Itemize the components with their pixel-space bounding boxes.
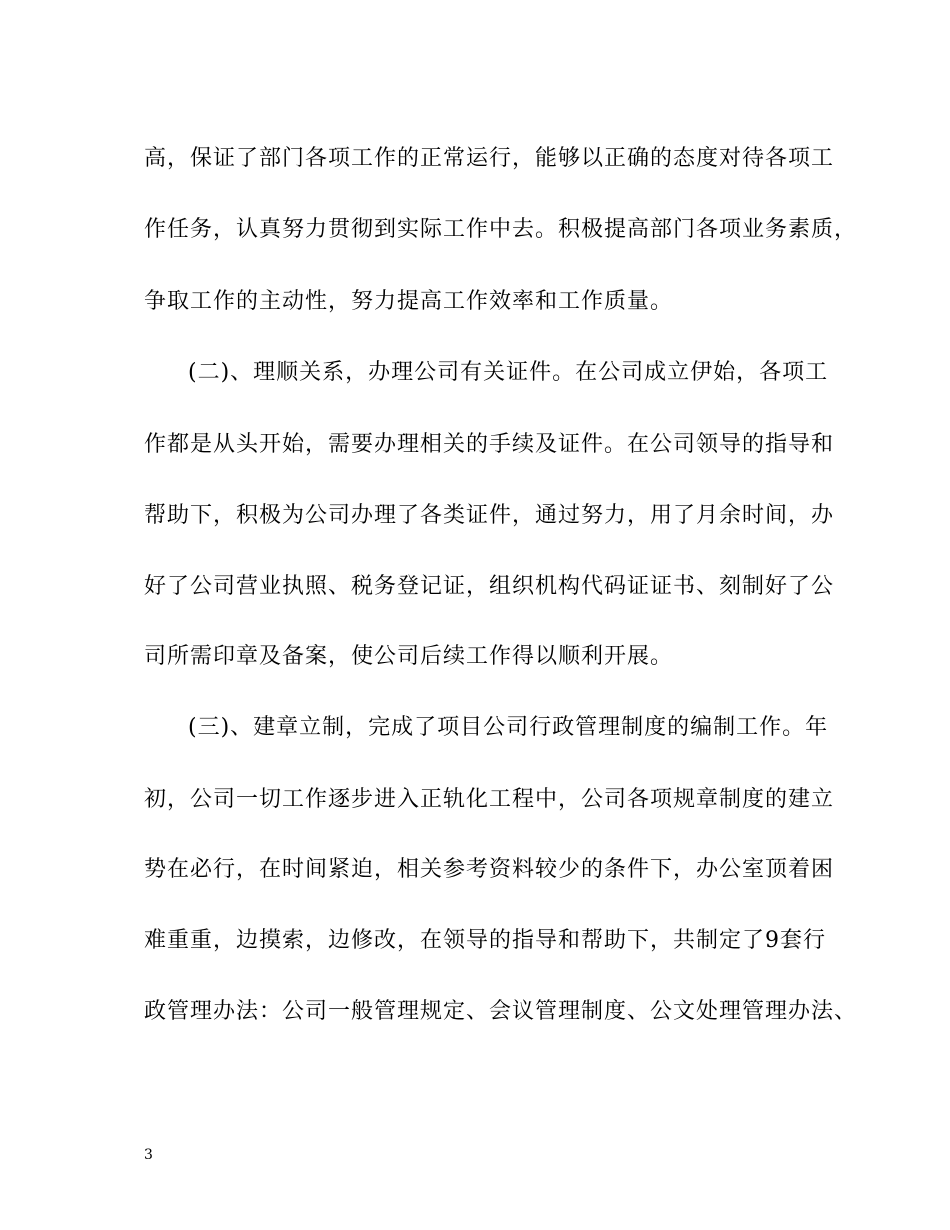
paragraph-start-line: (二)、理顺关系，办理公司有关证件。在公司成立伊始，各项工 xyxy=(188,360,829,385)
text-line: 好了公司营业执照、税务登记证，组织机构代码证证书、刻制好了公 xyxy=(144,574,835,599)
text-line: 高，保证了部门各项工作的正常运行，能够以正确的态度对待各项工 xyxy=(144,146,835,171)
text-line: 作都是从头开始，需要办理相关的手续及证件。在公司领导的指导和 xyxy=(144,432,835,457)
paragraph-start-line: (三)、建章立制，完成了项目公司行政管理制度的编制工作。年 xyxy=(188,715,829,740)
text-line: 势在必行，在时间紧迫，相关参考资料较少的条件下，办公室顶着困 xyxy=(144,857,835,882)
text-line: 政管理办法：公司一般管理规定、会议管理制度、公文处理管理办法、 xyxy=(144,999,858,1024)
text-line: 难重重，边摸索，边修改，在领导的指导和帮助下，共制定了9套行 xyxy=(144,928,826,953)
text-line: 作任务，认真努力贯彻到实际工作中去。积极提高部门各项业务素质， xyxy=(144,217,858,242)
text-line: 争取工作的主动性，努力提高工作效率和工作质量。 xyxy=(144,289,674,314)
text-line: 帮助下，积极为公司办理了各类证件，通过努力，用了月余时间，办 xyxy=(144,503,835,528)
text-line: 司所需印章及备案，使公司后续工作得以顺利开展。 xyxy=(144,644,674,669)
page-number: 3 xyxy=(144,1147,153,1163)
text-line: 初，公司一切工作逐步进入正轨化工程中，公司各项规章制度的建立 xyxy=(144,787,835,812)
